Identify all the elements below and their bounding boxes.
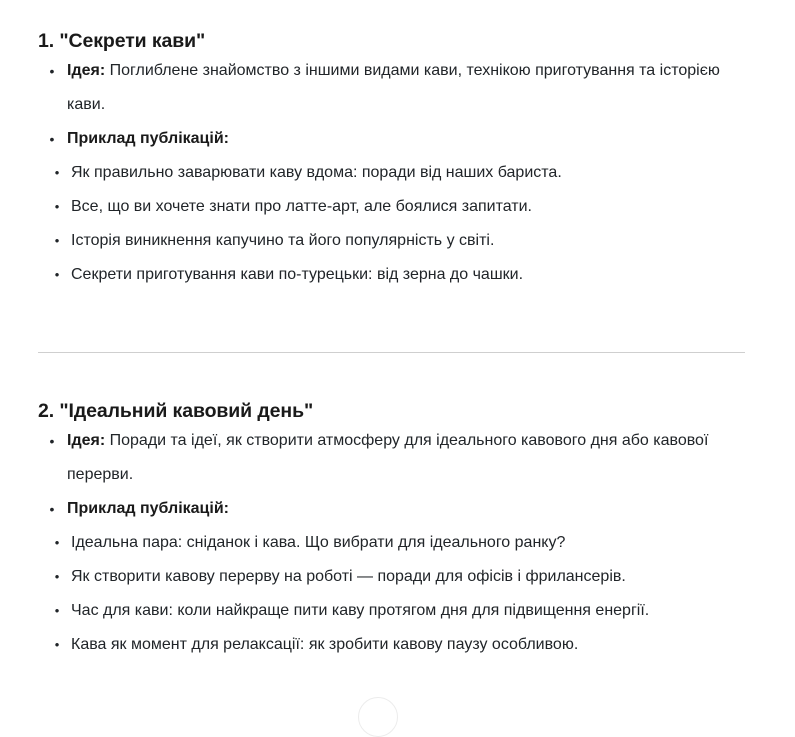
- list-item-text: Кава як момент для релаксації: як зробити кавову паузу особливою.: [71, 636, 579, 653]
- section-1-idea-item: [38, 54, 758, 122]
- bullet-marker-icon: •: [49, 131, 55, 147]
- list-item: [38, 224, 758, 258]
- bullet-marker-icon: •: [49, 501, 55, 517]
- idea-text: Поглиблене знайомство з іншими видами кави, технікою приготування та історією кави.: [67, 62, 720, 113]
- list-item: [38, 628, 758, 662]
- section-1-heading: 1. "Секрети кави": [38, 30, 206, 52]
- section-1-examples-label-list: [38, 122, 758, 156]
- bullet-marker-icon: •: [54, 535, 60, 550]
- section-2-examples-label-list: [38, 492, 758, 526]
- examples-label: Приклад публікацій:: [67, 130, 229, 147]
- section-2-examples-item: [38, 492, 758, 526]
- examples-label: Приклад публікацій:: [67, 500, 229, 517]
- idea-label: Ідея:: [67, 432, 106, 449]
- list-item: [38, 560, 758, 594]
- list-item-text: Історія виникнення капучино та його популярність у світі.: [71, 232, 495, 249]
- section-1-examples-list: [38, 156, 758, 292]
- list-item: [38, 190, 758, 224]
- section-1: [38, 0, 758, 292]
- section-2: [38, 398, 758, 662]
- list-item-text: Ідеальна пара: сніданок і кава. Що вибрати для ідеального ранку?: [71, 534, 566, 551]
- bullet-marker-icon: •: [54, 199, 60, 214]
- idea-label: Ідея:: [67, 62, 106, 79]
- list-item-text: Все, що ви хочете знати про латте-арт, але боялися запитати.: [71, 198, 532, 215]
- section-2-bullet-list: [38, 424, 758, 492]
- section-divider: [38, 352, 745, 353]
- list-item: [38, 594, 758, 628]
- list-item: [38, 156, 758, 190]
- bullet-marker-icon: •: [54, 603, 60, 618]
- bullet-marker-icon: •: [49, 433, 55, 449]
- list-item-text: Час для кави: коли найкраще пити каву протягом дня для підвищення енергії.: [71, 602, 650, 619]
- bullet-marker-icon: •: [54, 569, 60, 584]
- list-item: [38, 258, 758, 292]
- bullet-marker-icon: •: [54, 267, 60, 282]
- section-2-examples-list: [38, 526, 758, 662]
- section-2-heading: 2. "Ідеальний кавовий день": [38, 400, 314, 422]
- list-item-text: Секрети приготування кави по-турецьки: від зерна до чашки.: [71, 266, 524, 283]
- list-item-text: Як правильно заварювати каву вдома: поради від наших бариста.: [71, 164, 562, 181]
- idea-text: Поради та ідеї, як створити атмосферу для ідеального кавового дня або кавової перерви.: [67, 432, 709, 483]
- section-1-bullet-list: [38, 54, 758, 122]
- bullet-marker-icon: •: [49, 63, 55, 79]
- bullet-marker-icon: •: [54, 637, 60, 652]
- bullet-marker-icon: •: [54, 233, 60, 248]
- list-item-text: Як створити кавову перерву на роботі — поради для офісів і фрилансерів.: [71, 568, 626, 585]
- section-1-examples-item: [38, 122, 758, 156]
- bullet-marker-icon: •: [54, 165, 60, 180]
- list-item: [38, 526, 758, 560]
- section-2-idea-item: [38, 424, 758, 492]
- loading-spinner-icon: [358, 697, 398, 737]
